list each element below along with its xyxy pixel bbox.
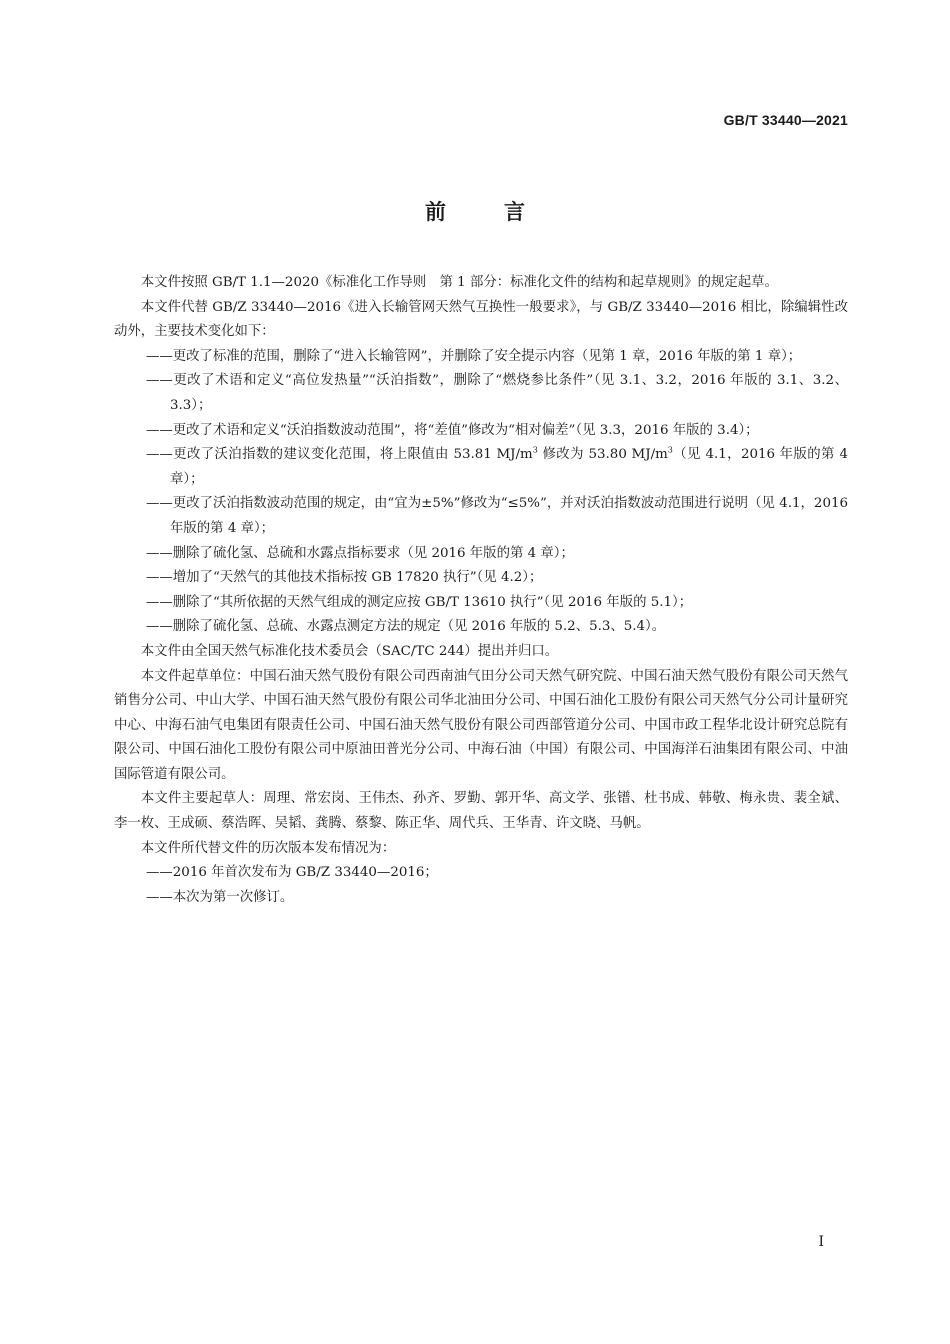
paragraph: 本文件按照 GB/T 1.1—2020《标准化工作导则 第 1 部分：标准化文件的结构和起草规则》的规定起草。 bbox=[140, 275, 778, 290]
page-title: 前言 bbox=[425, 200, 583, 224]
paragraph: 本文件所代替文件的历次版本发布情况为： bbox=[140, 840, 396, 856]
list-item: ——2016 年首次发布为 GB/Z 33440—2016； bbox=[146, 865, 438, 881]
paragraph: 本文件由全国天然气标准化技术委员会（SAC/TC 244）提出并归口。 bbox=[140, 643, 559, 659]
list-item: ——删除了硫化氢、总硫和水露点指标要求（见 2016 年版的第 4 章）； bbox=[146, 545, 574, 561]
list-item: ——本次为第一次修订。 bbox=[146, 889, 294, 905]
list-item: ——更改了沃泊指数波动范围的规定，由“宜为±5%”修改为“≤5%”，并对沃泊指数波动范围进行说明（见 4.1，2016 年版的第 4 章）； bbox=[146, 496, 848, 536]
list-item-text: （见 4.1，2016 年版的第 4 章）； bbox=[170, 447, 848, 487]
list-item: ——删除了“其所依据的天然气组成的测定应按 GB/T 13610 执行”（见 2016 年版的 5.1）； bbox=[146, 594, 693, 610]
superscript: 3 bbox=[532, 445, 538, 455]
paragraph: 本文件主要起草人：周理、常宏岗、王伟杰、孙齐、罗勤、郭开华、高文学、张镨、杜书成、韩敬、梅永贵、裴全斌、李一枚、王成硕、蔡浩晖、吴韬、龚腾、蔡黎、陈正华、周代兵、王华青、许文晓、马帆。 bbox=[114, 791, 848, 832]
list-item: ——删除了硫化氢、总硫、水露点测定方法的规定（见 2016 年版的 5.2、5.3、5.4）。 bbox=[146, 619, 666, 635]
paragraph: 本文件起草单位：中国石油天然气股份有限公司西南油气田分公司天然气研究院、中国石油天然气股份有限公司天然气销售分公司、中山大学、中国石油天然气股份有限公司华北油田分公司、中国石油化工股份有限公司天然气分公司计量研究中心、中海石油气电集团有限责任公司、中国石油天然气股份有限公司西部管道分公司、中国市政工程华北设计研究总院有限公司、中国石油化工股份有限公司中原油田普光分公司、中海石油（中国）有限公司、中国海洋石油集团有限公司、中油国际管道有限公司。 bbox=[114, 668, 848, 782]
list-item: ——增加了“天然气的其他技术指标按 GB 17820 执行”（见 4.2）； bbox=[146, 570, 543, 586]
superscript: 3 bbox=[667, 445, 673, 455]
list-item: ——更改了术语和定义“高位发热量”“沃泊指数”，删除了“燃烧参比条件”（见 3.1、3.2，2016 年版的 3.1、3.2、3.3）； bbox=[146, 373, 848, 413]
list-item-text: 修改为 53.80 MJ/m bbox=[537, 447, 668, 463]
list-item bbox=[114, 443, 848, 492]
page-number: I bbox=[818, 1234, 824, 1250]
foreword-body bbox=[114, 271, 848, 910]
standard-code: GB/T 33440—2021 bbox=[723, 112, 848, 128]
paragraph: 本文件代替 GB/Z 33440—2016《进入长输管网天然气互换性一般要求》，与 GB/Z 33440—2016 相比，除编辑性改动外，主要技术变化如下： bbox=[114, 299, 848, 340]
list-item-text: ——更改了沃泊指数的建议变化范围，将上限值由 53.81 MJ/m bbox=[146, 447, 533, 463]
list-item: ——更改了标准的范围，删除了“进入长输管网”，并删除了安全提示内容（见第 1 章，2016 年版的第 1 章）； bbox=[146, 348, 802, 364]
list-item: ——更改了术语和定义“沃泊指数波动范围”，将“差值”修改为“相对偏差”（见 3.3，2016 年版的 3.4）； bbox=[146, 422, 759, 438]
